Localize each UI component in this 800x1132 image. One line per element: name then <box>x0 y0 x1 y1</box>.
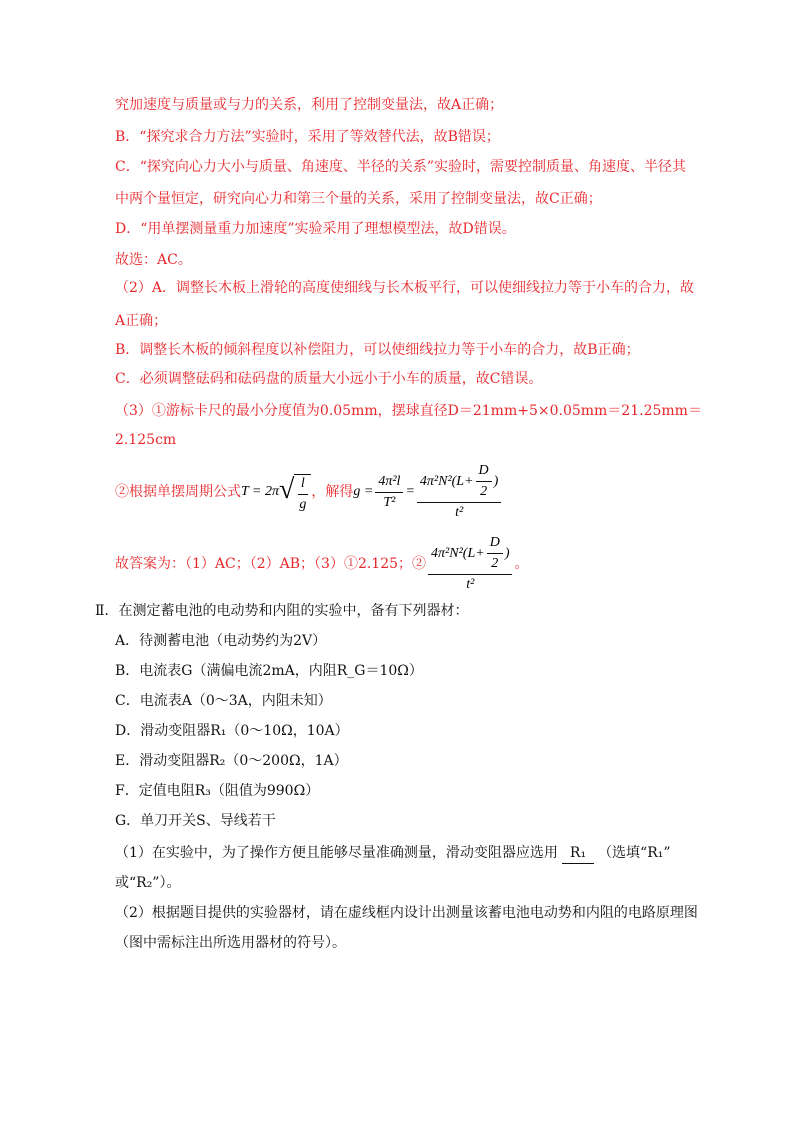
part2-line-3: B．调整长木板的倾斜程度以补偿阻力，可以使细线拉力等于小车的合力，故B正确； <box>115 342 640 358</box>
frac2-num-a: 4π²N²(L+ <box>419 473 474 489</box>
select-answer-line: 故选：AC。 <box>115 252 192 268</box>
equipment-item-d: D．滑动变阻器R₁（0～10Ω，10A） <box>115 723 349 739</box>
formula-g-lhs: g = <box>353 484 374 499</box>
frac2-num-b: ) <box>493 473 499 489</box>
part3-line-1: （3）①游标卡尺的最小分度值为0.05mm，摆球直径D＝21mm+5×0.05mm＝21.25mm＝ <box>115 403 702 419</box>
sqrt-l-over-g <box>279 471 311 514</box>
solution-line-3: C．“探究向心力大小与质量、角速度、半径的关系”实验时，需要控制质量、角速度、半径其 <box>115 159 687 175</box>
equipment-item-f: F．定值电阻R₃（阻值为990Ω） <box>115 783 320 799</box>
question1-line <box>115 843 671 864</box>
equipment-item-e: E．滑动变阻器R₂（0～200Ω，1A） <box>115 753 348 769</box>
frac2-numerator <box>417 462 501 503</box>
frac1-numerator: 4π²l <box>375 473 403 493</box>
formula-prefix: ②根据单摆周期公式 <box>115 484 241 500</box>
radical-icon: √ <box>279 473 295 505</box>
inner-fraction-D-over-2 <box>476 462 492 501</box>
equipment-item-c: C．电流表A（0～3A，内阻未知） <box>115 693 332 709</box>
equipment-item-a: A．待测蓄电池（电动势约为2V） <box>115 633 327 649</box>
inner-numerator: D <box>476 462 492 482</box>
formula-T-lhs: T = 2π <box>241 484 279 499</box>
equipment-item-b: B．电流表G（满偏电流2mA，内阻R_G＝10Ω） <box>115 663 423 679</box>
frac2-denominator: t² <box>455 505 464 520</box>
answer-fraction <box>428 534 512 594</box>
formula-mid: ，解得 <box>311 484 354 500</box>
question1-options: （选填“R₁” <box>598 845 671 861</box>
frac1-denominator: T² <box>383 494 396 510</box>
answer-num-a: 4π²N²(L+ <box>431 545 485 561</box>
equipment-item-g: G．单刀开关S、导线若干 <box>115 813 276 829</box>
answer-inner-numerator: D <box>487 534 503 554</box>
fraction-final-g <box>417 462 501 522</box>
answer-line <box>115 534 528 594</box>
answer-inner-fraction <box>487 534 503 573</box>
formula-equals: = <box>405 484 415 499</box>
answer-numerator <box>428 534 512 575</box>
sqrt-denominator: g <box>299 496 307 512</box>
question1-answer-blank: R₁ <box>562 843 594 864</box>
fraction-4pi2l-T2 <box>375 473 403 512</box>
question1-line-2: 或“R₂”）。 <box>115 875 181 891</box>
sqrt-numerator: l <box>298 475 308 495</box>
question2-line-2: （图中需标注出所选用器材的符号）。 <box>115 935 346 951</box>
answer-inner-denominator: 2 <box>491 556 499 571</box>
part2-line-4: C．必须调整砝码和砝码盘的质量大小远小于小车的质量，故C错误。 <box>115 371 543 387</box>
question1-text: （1）在实验中，为了操作方便且能够尽量准确测量，滑动变阻器应选用 <box>115 845 558 861</box>
part3-line-2: 2.125cm <box>115 432 177 448</box>
solution-line-2: B．“探究求合力方法”实验时，采用了等效替代法，故B错误； <box>115 129 500 145</box>
part2-line-2: A正确； <box>115 313 168 329</box>
answer-prefix: 故答案为：（1）AC；（2）AB；（3）①2.125；② <box>115 556 427 572</box>
period-formula-line <box>115 462 503 522</box>
solution-line-4: 中两个量恒定，研究向心力和第三个量的关系，采用了控制变量法，故C正确； <box>115 191 602 207</box>
part2-line-1: （2）A．调整长木板上滑轮的高度使细线与长木板平行，可以使细线拉力等于小车的合力，故 <box>115 280 695 296</box>
question2-line-1: （2）根据题目提供的实验器材，请在虚线框内设计出测量该蓄电池电动势和内阻的电路原理图 <box>115 905 698 921</box>
answer-denominator: t² <box>466 577 475 592</box>
solution-line-5: D．“用单摆测量重力加速度”实验采用了理想模型法，故D错误。 <box>115 221 516 237</box>
section2-title: Ⅱ．在测定蓄电池的电动势和内阻的实验中，备有下列器材： <box>95 603 469 619</box>
inner-denominator: 2 <box>480 484 488 499</box>
answer-suffix: 。 <box>514 556 529 572</box>
answer-num-b: ) <box>504 545 510 561</box>
solution-line-1: 究加速度与质量或与力的关系，利用了控制变量法，故A正确； <box>115 97 504 113</box>
